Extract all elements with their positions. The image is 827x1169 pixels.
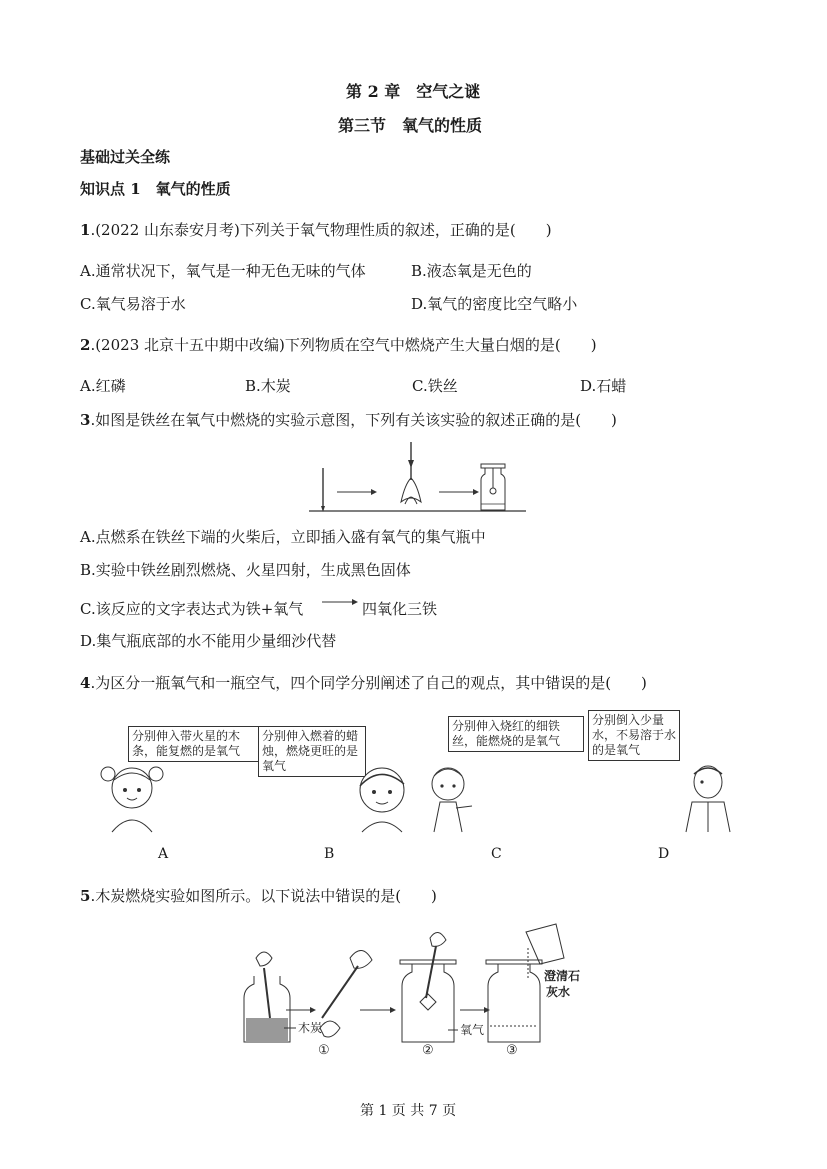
q3-option-c: C.该反应的文字表达式为铁+氧气: [80, 600, 304, 618]
speech-bubble-b: 分别伸入燃着的蜡烛，燃烧更旺的是氧气: [258, 726, 366, 777]
page-footer: 第 1 页 共 7 页: [360, 1103, 457, 1119]
q3-option-b: B.实验中铁丝剧烈燃烧、火星四射，生成黑色固体: [80, 561, 411, 579]
question-stem: .(2023 北京十五中期中改编)下列物质在空气中燃烧产生大量白烟的是( ): [90, 336, 597, 354]
speech-bubble-d: 分别倒入少量水，不易溶于水的是氧气: [588, 710, 680, 761]
question-2: [80, 334, 597, 355]
q2-option-b: B.木炭: [245, 377, 291, 395]
q4-label-c: C: [491, 846, 502, 862]
charcoal-experiment-figure: [240, 918, 580, 1060]
q2-option-c: C.铁丝: [412, 377, 458, 395]
label-step-2: ②: [422, 1043, 434, 1058]
question-number: 3: [80, 411, 91, 429]
question-number: 2: [80, 336, 91, 354]
student-d-figure: [686, 766, 730, 832]
question-number: 5: [80, 887, 91, 905]
question-number: 4: [80, 674, 91, 692]
q3-option-a: A.点燃系在铁丝下端的火柴后，立即插入盛有氧气的集气瓶中: [80, 528, 486, 546]
speech-bubble-a: 分别伸入带火星的木条，能复燃的是氧气: [128, 726, 260, 762]
label-charcoal: 木炭: [298, 1021, 323, 1035]
students-figure: [90, 760, 740, 838]
reaction-arrow: [322, 596, 358, 608]
question-5: [80, 885, 437, 906]
question-3: [80, 409, 617, 430]
q3-option-c-product: 四氧化三铁: [362, 600, 438, 618]
label-step-1: ①: [318, 1043, 330, 1058]
knowledge-heading: 知识点 1 氧气的性质: [80, 180, 231, 198]
q2-option-d: D.石蜡: [580, 377, 627, 395]
label-oxygen: 氧气: [460, 1023, 485, 1037]
q1-option-d: D.氧气的密度比空气略小: [411, 295, 578, 313]
q3-option-d: D.集气瓶底部的水不能用少量细沙代替: [80, 632, 337, 650]
q4-label-b: B: [324, 846, 335, 862]
student-b-figure: [360, 768, 404, 832]
question-4: [80, 672, 647, 693]
section-title: 第三节 氧气的性质: [338, 116, 483, 135]
part-heading: 基础过关全练: [80, 148, 171, 166]
chapter-title: 第 2 章 空气之谜: [346, 82, 481, 101]
q4-label-d: D: [658, 846, 670, 862]
q1-option-c: C.氧气易溶于水: [80, 295, 186, 313]
question-1: [80, 219, 552, 240]
question-number: 1: [80, 221, 91, 239]
label-limewater-2: 灰水: [546, 985, 571, 999]
student-c-figure: [432, 768, 472, 832]
question-stem: .为区分一瓶氧气和一瓶空气，四个同学分别阐述了自己的观点，其中错误的是( ): [90, 674, 647, 692]
q4-label-a: A: [158, 846, 169, 862]
speech-bubble-c: 分别伸入烧红的细铁丝，能燃烧的是氧气: [448, 716, 584, 752]
q1-option-a: A.通常状况下，氧气是一种无色无味的气体: [80, 262, 366, 280]
label-step-3: ③: [506, 1043, 518, 1058]
question-stem: .(2022 山东泰安月考)下列关于氧气物理性质的叙述，正确的是( ): [90, 221, 552, 239]
student-a-figure: [101, 767, 163, 832]
question-stem: .如图是铁丝在氧气中燃烧的实验示意图，下列有关该实验的叙述正确的是( ): [90, 411, 617, 429]
iron-wire-experiment-figure: [305, 440, 530, 516]
question-stem: .木炭燃烧实验如图所示。以下说法中错误的是( ): [90, 887, 437, 905]
q1-option-b: B.液态氧是无色的: [411, 262, 532, 280]
q2-option-a: A.红磷: [80, 377, 126, 395]
label-limewater-1: 澄清石: [544, 969, 580, 983]
